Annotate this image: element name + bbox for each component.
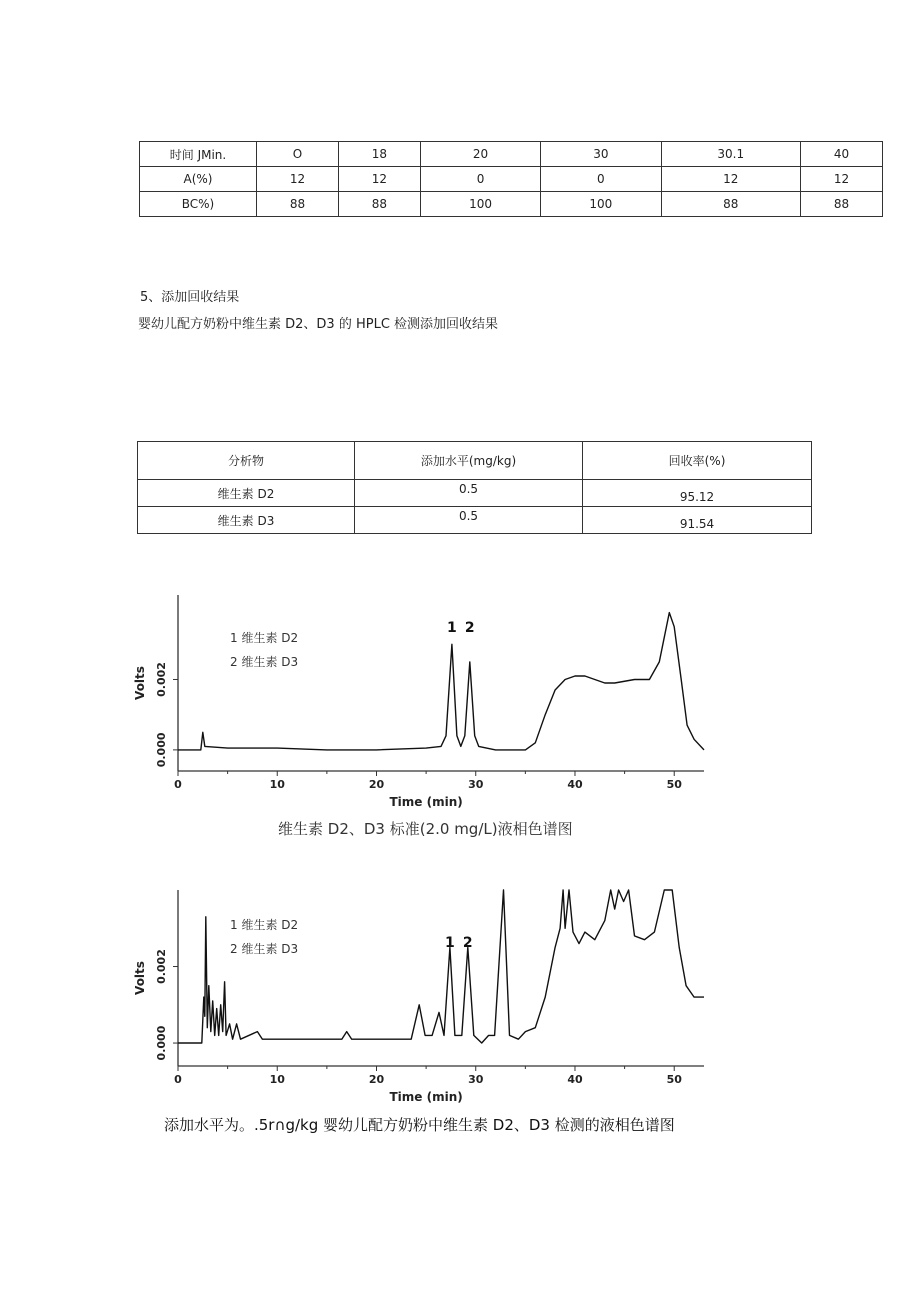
table-cell: 100 (420, 192, 540, 217)
x-tick-label: 10 (269, 778, 285, 791)
table-cell: 维生素 D3 (138, 507, 355, 534)
table-cell: 30.1 (661, 142, 801, 167)
table-cell: 12 (661, 167, 801, 192)
table-cell: 20 (420, 142, 540, 167)
table-cell: A(%) (140, 167, 257, 192)
gradient-table (139, 141, 883, 217)
table-header-cell: 分析物 (138, 442, 355, 480)
chromatogram-trace (178, 890, 704, 1043)
x-axis-label: Time (min) (389, 1090, 463, 1104)
table-row (138, 507, 812, 534)
y-tick-label: 0.002 (155, 949, 168, 984)
section-heading: 5、添加回收结果 (140, 290, 240, 305)
peak-label: 2 (464, 620, 475, 636)
table-cell: 88 (257, 192, 339, 217)
x-tick-label: 20 (368, 1073, 385, 1086)
table-header-row (138, 442, 812, 480)
table-cell: 40 (801, 142, 883, 167)
x-tick-label: 50 (666, 778, 682, 791)
table-cell: 0.5 (355, 480, 583, 507)
table-cell: 18 (338, 142, 420, 167)
section-subtitle: 婴幼儿配方奶粉中维生素 D2、D3 的 HPLC 检测添加回收结果 (138, 317, 499, 332)
peak-label: 2 (462, 935, 473, 951)
table-cell: 0.5 (355, 507, 583, 534)
table-cell: 100 (541, 192, 661, 217)
table-header-cell: 回收率(%) (583, 442, 812, 480)
table-cell: 91.54 (583, 507, 812, 534)
chromatogram-spiked-sample (130, 880, 720, 1105)
table-cell: 0 (541, 167, 661, 192)
table-cell: 12 (801, 167, 883, 192)
legend-entry: 1 维生素 D2 (230, 631, 299, 645)
legend-entry: 2 维生素 D3 (230, 942, 299, 956)
table-row (138, 480, 812, 507)
x-tick-label: 40 (567, 1073, 583, 1086)
y-tick-label: 0.000 (155, 732, 168, 768)
table-cell: 88 (338, 192, 420, 217)
y-axis-label: Volts (133, 666, 147, 700)
x-tick-label: 50 (666, 1073, 682, 1086)
table-row (140, 142, 883, 167)
table-cell: 时间 JMin. (140, 142, 257, 167)
table-row (140, 192, 883, 217)
table-cell: 88 (801, 192, 883, 217)
peak-label: 1 (445, 935, 455, 951)
x-tick-label: 0 (174, 778, 182, 791)
x-axis-label: Time (min) (389, 795, 463, 809)
chromatogram-standard (130, 585, 720, 810)
table-cell: 88 (661, 192, 801, 217)
x-tick-label: 30 (468, 778, 484, 791)
legend-entry: 1 维生素 D2 (230, 918, 299, 932)
y-tick-label: 0.000 (155, 1025, 168, 1061)
x-tick-label: 10 (269, 1073, 285, 1086)
table-cell: 维生素 D2 (138, 480, 355, 507)
table-cell: 30 (541, 142, 661, 167)
peak-label: 1 (447, 620, 457, 636)
table-cell: O (257, 142, 339, 167)
x-tick-label: 40 (567, 778, 583, 791)
x-tick-label: 30 (468, 1073, 484, 1086)
chart-caption: 添加水平为。.5r∩g∕kg 婴幼儿配方奶粉中维生素 D2、D3 检测的液相色谱图 (164, 1116, 675, 1134)
table-cell: 0 (420, 167, 540, 192)
x-tick-label: 20 (368, 778, 385, 791)
chart-caption: 维生素 D2、D3 标准(2.0 mg/L)液相色谱图 (278, 820, 573, 838)
table-cell: 95.12 (583, 480, 812, 507)
y-axis-label: Volts (133, 961, 147, 995)
y-tick-label: 0.002 (155, 662, 168, 697)
recovery-table (137, 441, 812, 534)
table-cell: 12 (257, 167, 339, 192)
table-cell: BC%) (140, 192, 257, 217)
table-row (140, 167, 883, 192)
x-tick-label: 0 (174, 1073, 182, 1086)
table-cell: 12 (338, 167, 420, 192)
legend-entry: 2 维生素 D3 (230, 655, 299, 669)
table-header-cell: 添加水平(mg/kg) (355, 442, 583, 480)
